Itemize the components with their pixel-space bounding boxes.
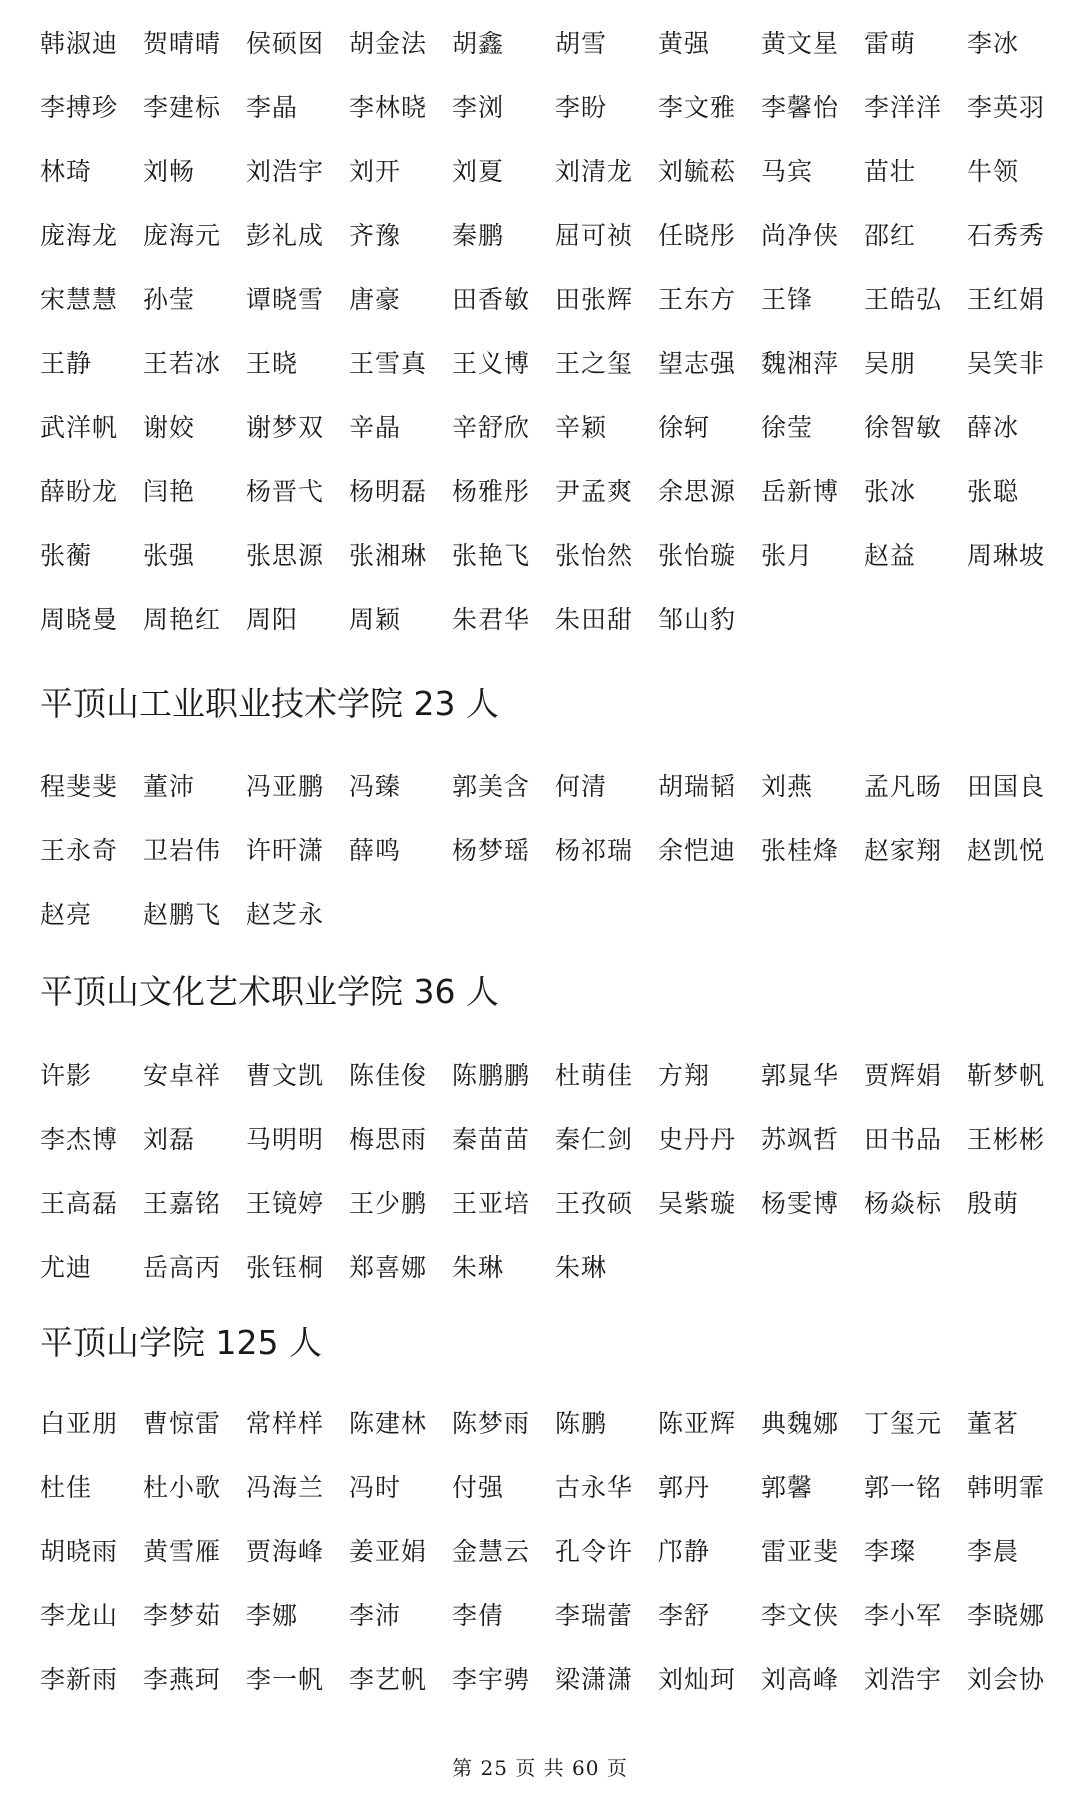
name-item: 郭丹 (658, 1473, 711, 1502)
name-item: 秦仁剑 (555, 1125, 634, 1154)
name-item: 雷萌 (864, 29, 917, 58)
name-item: 程斐斐 (40, 772, 119, 801)
name-item: 贾辉娟 (864, 1061, 943, 1090)
name-item: 张湘琳 (349, 541, 428, 570)
section-heading: 平顶山文化艺术职业学院 36 人 (40, 972, 499, 1011)
name-item: 李搏珍 (40, 93, 119, 122)
name-item: 金慧云 (452, 1537, 531, 1566)
name-item: 张钰桐 (246, 1253, 325, 1282)
name-item: 张蘅 (40, 541, 93, 570)
name-item: 任晓彤 (658, 221, 737, 250)
name-item: 李燕珂 (143, 1665, 222, 1694)
name-item: 薛冰 (967, 413, 1020, 442)
name-item: 侯硕囡 (246, 29, 325, 58)
name-item: 梅思雨 (349, 1125, 428, 1154)
name-item: 田书品 (864, 1125, 943, 1154)
name-item: 魏湘萍 (761, 349, 840, 378)
name-item: 殷萌 (967, 1189, 1020, 1218)
name-item: 李宇骋 (452, 1665, 531, 1694)
name-item: 何清 (555, 772, 608, 801)
name-item: 史丹丹 (658, 1125, 737, 1154)
name-item: 古永华 (555, 1473, 634, 1502)
name-item: 秦鹏 (452, 221, 505, 250)
name-item: 李英羽 (967, 93, 1046, 122)
name-item: 田国良 (967, 772, 1046, 801)
name-item: 刘开 (349, 157, 402, 186)
name-item: 李一帆 (246, 1665, 325, 1694)
name-item: 贾海峰 (246, 1537, 325, 1566)
name-item: 王孜硕 (555, 1189, 634, 1218)
name-item: 刘灿珂 (658, 1665, 737, 1694)
name-item: 秦苗苗 (452, 1125, 531, 1154)
name-item: 刘会协 (967, 1665, 1046, 1694)
name-list-top (40, 12, 1050, 652)
name-item: 李馨怡 (761, 93, 840, 122)
page-number-footer: 第 25 页 共 60 页 (452, 1756, 628, 1780)
section-heading: 平顶山工业职业技术学院 23 人 (40, 684, 499, 723)
name-item: 张怡璇 (658, 541, 737, 570)
name-item: 白亚朋 (40, 1409, 119, 1438)
name-item: 尤迪 (40, 1253, 93, 1282)
name-item: 田张辉 (555, 285, 634, 314)
name-item: 李小军 (864, 1601, 943, 1630)
name-item: 郑喜娜 (349, 1253, 428, 1282)
name-item: 陈梦雨 (452, 1409, 531, 1438)
name-item: 牛领 (967, 157, 1020, 186)
name-item: 冯海兰 (246, 1473, 325, 1502)
name-item: 唐豪 (349, 285, 402, 314)
name-item: 王镜婷 (246, 1189, 325, 1218)
name-item: 赵鹏飞 (143, 900, 222, 929)
name-item: 邝静 (658, 1537, 711, 1566)
name-item: 李娜 (246, 1601, 299, 1630)
name-item: 石秀秀 (967, 221, 1046, 250)
name-item: 李倩 (452, 1601, 505, 1630)
name-item: 张怡然 (555, 541, 634, 570)
name-item: 岳高丙 (143, 1253, 222, 1282)
name-item: 吴朋 (864, 349, 917, 378)
name-item: 张艳飞 (452, 541, 531, 570)
name-item: 望志强 (658, 349, 737, 378)
name-item: 薛盼龙 (40, 477, 119, 506)
name-item: 谢梦双 (246, 413, 325, 442)
name-item: 陈亚辉 (658, 1409, 737, 1438)
name-item: 朱君华 (452, 605, 531, 634)
name-item: 周艳红 (143, 605, 222, 634)
name-item: 付强 (452, 1473, 505, 1502)
name-item: 常样样 (246, 1409, 325, 1438)
name-item: 典魏娜 (761, 1409, 840, 1438)
name-item: 杨祁瑞 (555, 836, 634, 865)
name-item: 陈鹏鹏 (452, 1061, 531, 1090)
name-item: 朱田甜 (555, 605, 634, 634)
name-item: 刘磊 (143, 1125, 196, 1154)
name-item: 杨明磊 (349, 477, 428, 506)
name-item: 李林晓 (349, 93, 428, 122)
name-item: 周阳 (246, 605, 299, 634)
name-item: 徐智敏 (864, 413, 943, 442)
name-item: 杨焱标 (864, 1189, 943, 1218)
name-item: 杨雯博 (761, 1189, 840, 1218)
name-item: 李艺帆 (349, 1665, 428, 1694)
name-item: 梁潇潇 (555, 1665, 634, 1694)
name-item: 刘高峰 (761, 1665, 840, 1694)
name-item: 卫岩伟 (143, 836, 222, 865)
name-item: 许旰潇 (246, 836, 325, 865)
name-item: 马宾 (761, 157, 814, 186)
name-item: 邵红 (864, 221, 917, 250)
name-item: 王嘉铭 (143, 1189, 222, 1218)
name-item: 辛颖 (555, 413, 608, 442)
name-item: 刘浩宇 (864, 1665, 943, 1694)
name-item: 刘毓菘 (658, 157, 737, 186)
name-item: 庞海龙 (40, 221, 119, 250)
name-item: 杨梦瑶 (452, 836, 531, 865)
name-item: 李冰 (967, 29, 1020, 58)
name-item: 赵亮 (40, 900, 93, 929)
name-item: 杜萌佳 (555, 1061, 634, 1090)
name-item: 陈佳俊 (349, 1061, 428, 1090)
name-item: 孟凡旸 (864, 772, 943, 801)
name-item: 冯亚鹏 (246, 772, 325, 801)
name-item: 林琦 (40, 157, 93, 186)
name-item: 王高磊 (40, 1189, 119, 1218)
name-item: 董沛 (143, 772, 196, 801)
name-item: 丁玺元 (864, 1409, 943, 1438)
name-item: 杜佳 (40, 1473, 93, 1502)
name-item: 李晓娜 (967, 1601, 1046, 1630)
name-item: 郭晁华 (761, 1061, 840, 1090)
name-item: 贺晴晴 (143, 29, 222, 58)
name-item: 李建标 (143, 93, 222, 122)
name-item: 李新雨 (40, 1665, 119, 1694)
name-item: 张聪 (967, 477, 1020, 506)
name-item: 武洋帆 (40, 413, 119, 442)
name-item: 李瑞蕾 (555, 1601, 634, 1630)
name-item: 胡鑫 (452, 29, 505, 58)
name-list (40, 755, 1050, 947)
name-item: 李文侠 (761, 1601, 840, 1630)
name-item: 王雪真 (349, 349, 428, 378)
name-item: 王静 (40, 349, 93, 378)
name-item: 杜小歌 (143, 1473, 222, 1502)
name-item: 李晨 (967, 1537, 1020, 1566)
name-item: 岳新博 (761, 477, 840, 506)
name-item: 张冰 (864, 477, 917, 506)
name-item: 吴紫璇 (658, 1189, 737, 1218)
name-item: 黄雪雁 (143, 1537, 222, 1566)
name-item: 李璨 (864, 1537, 917, 1566)
name-item: 屈可祯 (555, 221, 634, 250)
name-item: 朱琳 (452, 1253, 505, 1282)
name-item: 靳梦帆 (967, 1061, 1046, 1090)
name-item: 胡金法 (349, 29, 428, 58)
name-item: 李梦茹 (143, 1601, 222, 1630)
name-item: 王晓 (246, 349, 299, 378)
name-item: 董茗 (967, 1409, 1020, 1438)
name-item: 李龙山 (40, 1601, 119, 1630)
name-item: 苗壮 (864, 157, 917, 186)
name-item: 王东方 (658, 285, 737, 314)
name-item: 刘燕 (761, 772, 814, 801)
name-item: 李文雅 (658, 93, 737, 122)
name-item: 许影 (40, 1061, 93, 1090)
name-item: 李晶 (246, 93, 299, 122)
name-item: 郭一铭 (864, 1473, 943, 1502)
name-item: 闫艳 (143, 477, 196, 506)
name-item: 韩淑迪 (40, 29, 119, 58)
name-item: 杨晋弋 (246, 477, 325, 506)
name-item: 李浏 (452, 93, 505, 122)
name-item: 刘清龙 (555, 157, 634, 186)
name-item: 刘浩宇 (246, 157, 325, 186)
name-item: 周晓曼 (40, 605, 119, 634)
name-item: 马明明 (246, 1125, 325, 1154)
name-item: 姜亚娟 (349, 1537, 428, 1566)
name-item: 王亚培 (452, 1189, 531, 1218)
name-item: 杨雅彤 (452, 477, 531, 506)
name-item: 张月 (761, 541, 814, 570)
name-item: 彭礼成 (246, 221, 325, 250)
name-item: 辛晶 (349, 413, 402, 442)
name-item: 曹文凯 (246, 1061, 325, 1090)
name-item: 薛鸣 (349, 836, 402, 865)
name-item: 刘夏 (452, 157, 505, 186)
name-item: 谭晓雪 (246, 285, 325, 314)
name-item: 黄文星 (761, 29, 840, 58)
name-item: 张思源 (246, 541, 325, 570)
name-item: 胡晓雨 (40, 1537, 119, 1566)
name-item: 韩明霏 (967, 1473, 1046, 1502)
name-item: 徐轲 (658, 413, 711, 442)
name-item: 田香敏 (452, 285, 531, 314)
name-list (40, 1044, 1050, 1300)
name-item: 雷亚斐 (761, 1537, 840, 1566)
name-item: 庞海元 (143, 221, 222, 250)
name-item: 吴笑非 (967, 349, 1046, 378)
section-heading: 平顶山学院 125 人 (40, 1323, 322, 1362)
name-item: 周颖 (349, 605, 402, 634)
name-item: 宋慧慧 (40, 285, 119, 314)
name-item: 赵凯悦 (967, 836, 1046, 865)
name-item: 孙莹 (143, 285, 196, 314)
name-item: 孔令许 (555, 1537, 634, 1566)
name-item: 余恺迪 (658, 836, 737, 865)
name-item: 陈建林 (349, 1409, 428, 1438)
name-item: 王少鹏 (349, 1189, 428, 1218)
name-item: 李杰博 (40, 1125, 119, 1154)
name-item: 徐莹 (761, 413, 814, 442)
name-item: 齐豫 (349, 221, 402, 250)
name-list (40, 1392, 1050, 1712)
name-item: 朱琳 (555, 1253, 608, 1282)
name-item: 周琳坡 (967, 541, 1046, 570)
name-item: 胡瑞韬 (658, 772, 737, 801)
name-item: 张桂烽 (761, 836, 840, 865)
name-item: 郭美含 (452, 772, 531, 801)
name-item: 谢姣 (143, 413, 196, 442)
name-item: 胡雪 (555, 29, 608, 58)
name-item: 王彬彬 (967, 1125, 1046, 1154)
name-item: 王之玺 (555, 349, 634, 378)
name-item: 赵家翔 (864, 836, 943, 865)
name-item: 冯臻 (349, 772, 402, 801)
name-item: 王皓弘 (864, 285, 943, 314)
name-item: 苏飒哲 (761, 1125, 840, 1154)
name-item: 安卓祥 (143, 1061, 222, 1090)
name-item: 陈鹏 (555, 1409, 608, 1438)
name-item: 李洋洋 (864, 93, 943, 122)
name-item: 王红娟 (967, 285, 1046, 314)
name-item: 赵益 (864, 541, 917, 570)
name-item: 王永奇 (40, 836, 119, 865)
name-item: 李沛 (349, 1601, 402, 1630)
name-item: 辛舒欣 (452, 413, 531, 442)
name-item: 余思源 (658, 477, 737, 506)
name-item: 尚净侠 (761, 221, 840, 250)
name-item: 方翔 (658, 1061, 711, 1090)
name-item: 李盼 (555, 93, 608, 122)
name-item: 王义博 (452, 349, 531, 378)
name-item: 郭馨 (761, 1473, 814, 1502)
name-item: 王若冰 (143, 349, 222, 378)
name-item: 赵芝永 (246, 900, 325, 929)
name-item: 刘畅 (143, 157, 196, 186)
name-item: 张强 (143, 541, 196, 570)
name-item: 邹山豹 (658, 605, 737, 634)
name-item: 曹惊雷 (143, 1409, 222, 1438)
name-item: 尹孟爽 (555, 477, 634, 506)
name-item: 冯时 (349, 1473, 402, 1502)
name-item: 黄强 (658, 29, 711, 58)
name-item: 李舒 (658, 1601, 711, 1630)
name-item: 王锋 (761, 285, 814, 314)
